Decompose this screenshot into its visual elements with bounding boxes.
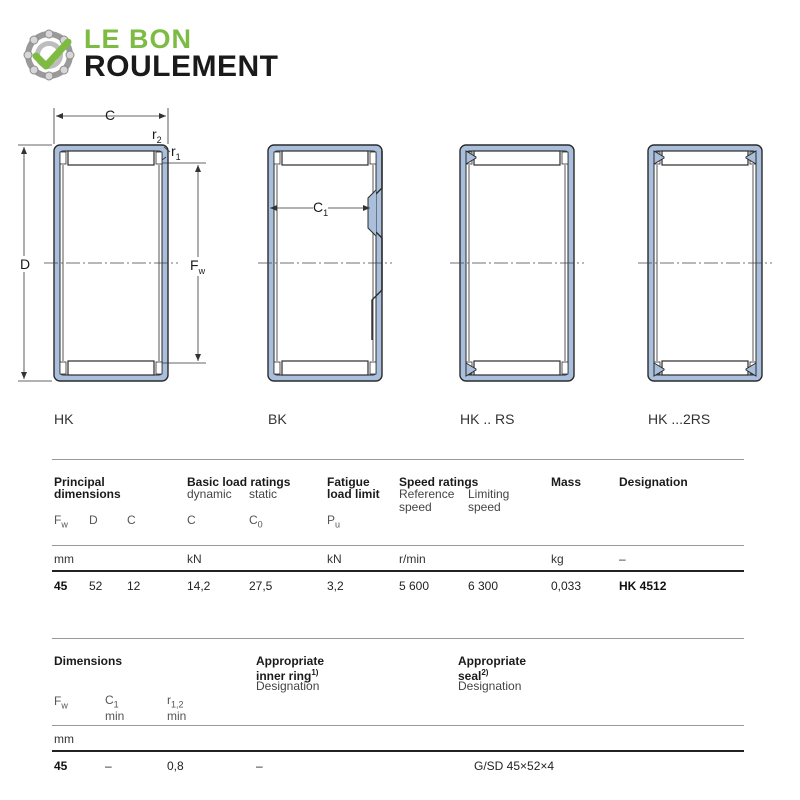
t2-header-inner2-text: inner ring	[256, 669, 312, 683]
t2-cell-seal: G/SD 45×52×4	[474, 759, 555, 773]
dim-label-d: D	[20, 256, 31, 272]
dim-label-r1-sub: 1	[175, 151, 181, 162]
dim-label-c: C	[105, 107, 116, 123]
t2-header-inner2-note: 1)	[311, 668, 319, 677]
t1-unit-kn-1: kN	[187, 552, 202, 566]
t2-sym-c1-min: min	[105, 709, 125, 724]
table1-data-rule	[52, 570, 744, 572]
dim-label-r2	[152, 126, 162, 145]
t1-sym-d: D	[89, 513, 98, 527]
t1-header-basic-load: Basic load ratings	[187, 475, 291, 489]
type-label-bk: BK	[268, 411, 287, 427]
t2-sym-r12-min: min	[167, 709, 187, 724]
t2-sym-r12	[167, 694, 186, 722]
t1-header-static: static	[249, 487, 278, 501]
table1-top-rule	[52, 459, 744, 460]
t1-header-speed: Speed ratings	[399, 475, 479, 489]
t1-sym-fw-sub: w	[61, 519, 68, 530]
t1-header-reference: Reference	[399, 487, 455, 501]
logo-text-line1: LE BON	[84, 24, 193, 54]
t2-header-seal1: Appropriate	[458, 654, 527, 668]
t1-header-reference-speed: speed	[399, 500, 432, 514]
t1-header-load-limit: load limit	[327, 487, 380, 501]
t2-sym-fw-main: F	[54, 694, 62, 708]
t1-header-designation: Designation	[619, 475, 688, 489]
t2-sym-c1	[105, 694, 124, 722]
t2-sym-r12-main: r	[167, 693, 171, 707]
t1-unit-kg: kg	[551, 552, 564, 566]
t1-cell-pu: 3,2	[327, 579, 344, 593]
t2-header-seal2-text: seal	[458, 669, 482, 683]
t1-header-principal: Principal	[54, 475, 105, 489]
dim-label-fw-main: F	[190, 257, 199, 273]
t1-cell-lim-speed: 6 300	[468, 579, 499, 593]
type-label-hk: HK	[54, 411, 74, 427]
table1-mid-rule	[52, 545, 744, 546]
t1-cell-c-dyn: 14,2	[187, 579, 211, 593]
t1-sym-fw	[54, 513, 68, 529]
t1-cell-fw: 45	[54, 579, 68, 593]
t1-sym-c0-main: C	[249, 513, 258, 527]
t1-header-limiting-speed: speed	[468, 500, 501, 514]
bearing-drawings	[0, 100, 800, 400]
t1-sym-c-dyn: C	[187, 513, 196, 527]
table2-mid-rule	[52, 725, 744, 726]
t2-cell-c1: –	[105, 759, 112, 773]
t1-cell-d: 52	[89, 579, 103, 593]
t2-header-inner3: Designation	[256, 679, 320, 693]
type-label-hk-2rs: HK ...2RS	[648, 411, 711, 427]
t2-unit-mm: mm	[54, 732, 74, 746]
dim-label-r1	[171, 143, 181, 162]
t1-cell-ref-speed: 5 600	[399, 579, 430, 593]
t1-header-dynamic: dynamic	[187, 487, 232, 501]
t2-header-dimensions: Dimensions	[54, 654, 123, 668]
dim-label-c1	[313, 199, 328, 218]
t2-cell-fw: 45	[54, 759, 68, 773]
t1-header-limiting: Limiting	[468, 487, 510, 501]
t2-sym-c1-sub: 1	[113, 699, 119, 710]
t1-unit-mm: mm	[54, 552, 74, 566]
table2-top-rule	[52, 638, 744, 639]
t1-sym-pu	[327, 513, 340, 529]
drawing-hk-2rs	[638, 145, 772, 381]
t1-header-mass: Mass	[551, 475, 582, 489]
dim-label-c1-sub: 1	[323, 207, 329, 218]
t1-unit-dash: –	[619, 552, 626, 566]
t2-cell-r12: 0,8	[167, 759, 184, 773]
dim-label-c1-main: C	[313, 199, 324, 215]
t2-sym-r12-sub: 1,2	[171, 699, 184, 710]
t2-sym-c1-main: C	[105, 693, 114, 707]
t1-unit-rmin: r/min	[399, 552, 426, 566]
t2-sym-fw	[54, 694, 68, 710]
t1-sym-pu-main: P	[327, 513, 336, 527]
t1-cell-c0: 27,5	[249, 579, 273, 593]
logo-text-line2: ROULEMENT	[84, 50, 279, 83]
t1-cell-designation: HK 4512	[619, 579, 667, 593]
t1-unit-kn-2: kN	[327, 552, 342, 566]
t2-header-seal3: Designation	[458, 679, 522, 693]
t1-sym-fw-main: F	[54, 513, 62, 527]
bearing-check-icon	[22, 28, 78, 84]
t2-sym-fw-sub: w	[61, 700, 68, 711]
t1-sym-c0-sub: 0	[257, 519, 263, 530]
t1-header-fatigue: Fatigue	[327, 475, 370, 489]
t1-sym-pu-sub: u	[335, 519, 341, 530]
t1-cell-mass: 0,033	[551, 579, 582, 593]
t1-cell-c: 12	[127, 579, 141, 593]
table2-data-rule	[52, 750, 744, 752]
dim-label-r2-sub: 2	[156, 134, 162, 145]
t2-header-inner1: Appropriate	[256, 654, 325, 668]
drawing-hk-rs	[450, 145, 584, 381]
dim-label-r1-main: r	[171, 143, 176, 159]
drawing-bk	[258, 145, 392, 381]
t1-sym-c0	[249, 513, 263, 529]
t2-cell-inner-ring: –	[256, 759, 263, 773]
t2-header-seal2-note: 2)	[481, 668, 489, 677]
t1-header-dimensions: dimensions	[54, 487, 121, 501]
type-label-hk-rs: HK .. RS	[460, 411, 515, 427]
t1-sym-c: C	[127, 513, 136, 527]
dim-label-fw-sub: w	[198, 265, 206, 276]
dim-label-fw	[190, 257, 205, 276]
dim-label-r2-main: r	[152, 126, 157, 142]
